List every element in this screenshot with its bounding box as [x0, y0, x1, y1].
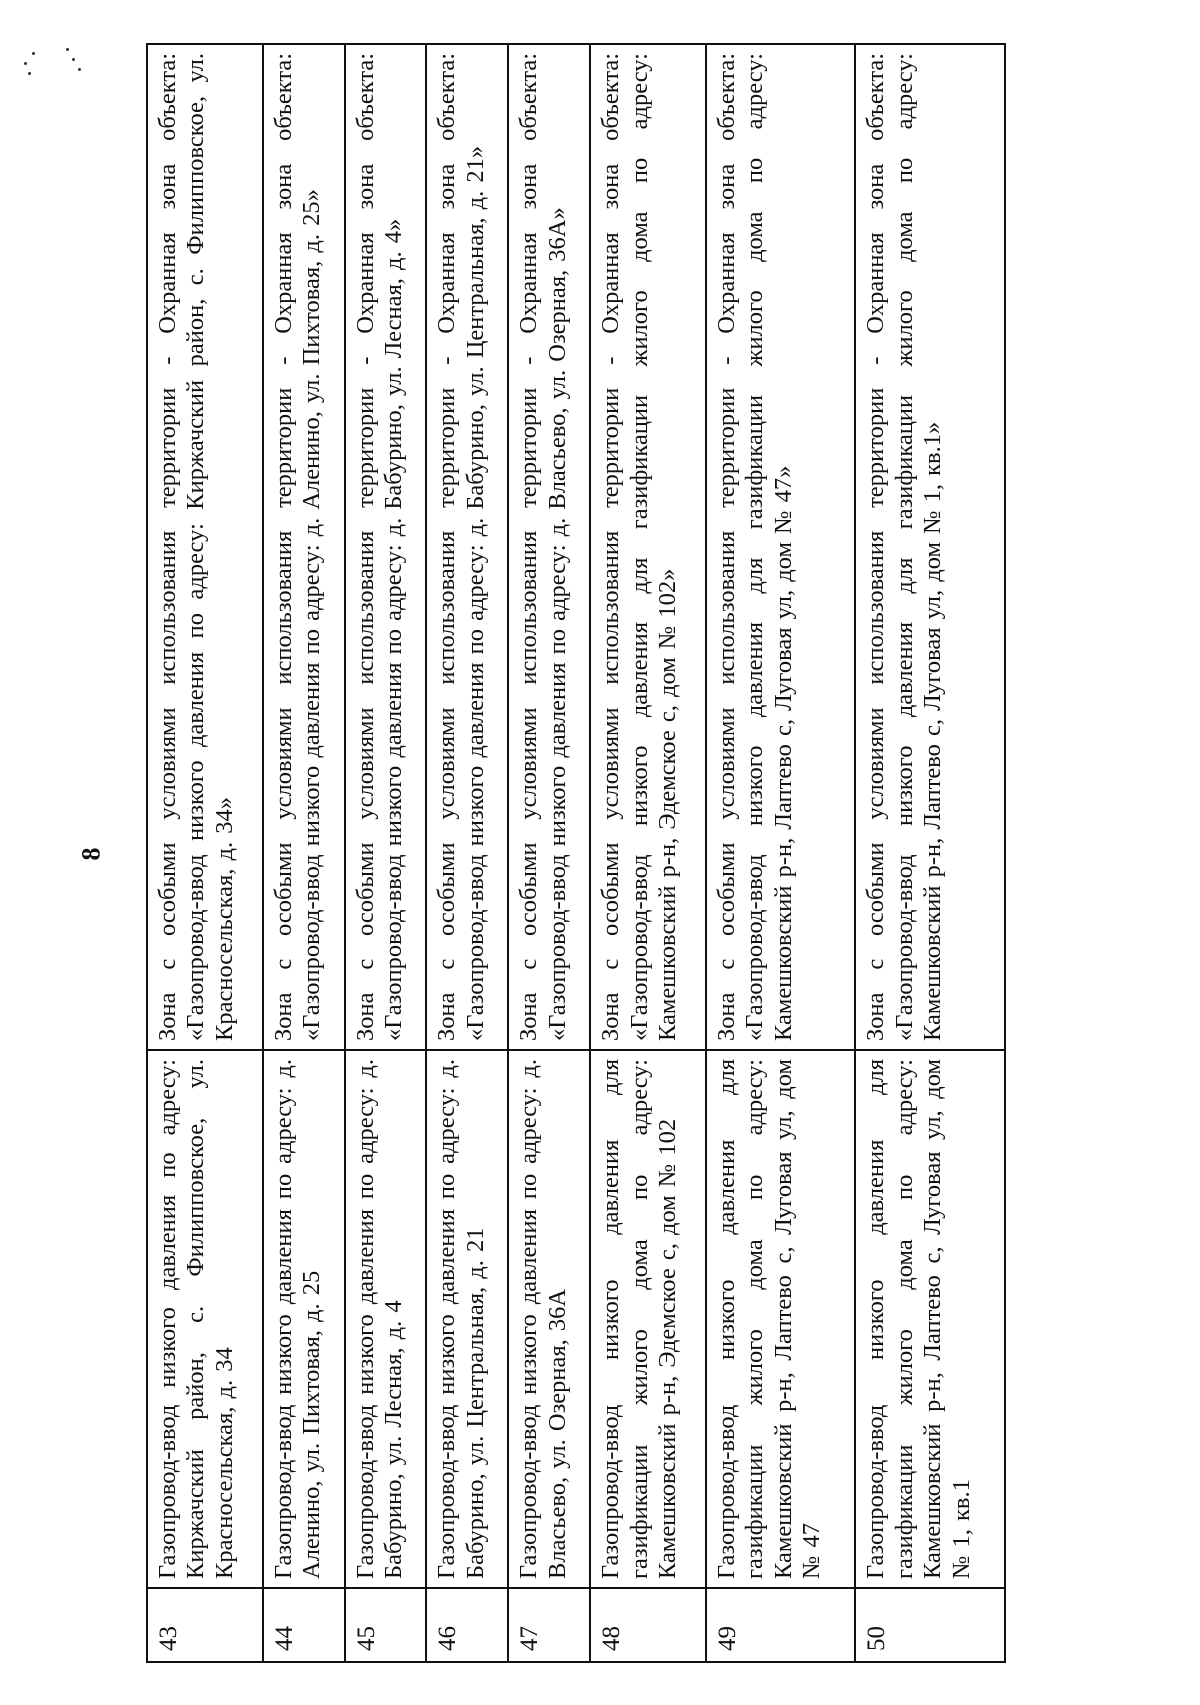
zone-cell: Зона с особыми условиями использования территории - Охранная зона объекта: «Газопровод-ввод низкого давления по адресу: д. Бабурино, ул. Лесная, д. 4» [345, 44, 427, 1050]
table-row [345, 44, 427, 1662]
zone-cell: Зона с особыми условиями использования территории - Охранная зона объекта: «Газопровод-ввод низкого давления по адресу: д. Бабурино, ул. Центральная, д. 21» [426, 44, 508, 1050]
table-row [508, 44, 590, 1662]
object-cell: Газопровод-ввод низкого давления для газификации жилого дома по адресу: Камешковский р-н, Эдемское с, дом № 102 [590, 1050, 706, 1588]
object-cell: Газопровод-ввод низкого давления для газификации жилого дома по адресу: Камешковский р-н, Лаптево с, Луговая ул, дом № 47 [706, 1050, 856, 1588]
object-cell: Газопровод-ввод низкого давления по адресу: д. Бабурино, ул. Лесная, д. 4 [345, 1050, 427, 1588]
zone-cell: Зона с особыми условиями использования территории - Охранная зона объекта: «Газопровод-ввод низкого давления по адресу: д. Власьево, ул. Озерная, 36А» [508, 44, 590, 1050]
row-number: 44 [263, 1588, 345, 1662]
row-number: 45 [345, 1588, 427, 1662]
row-number: 50 [855, 1588, 1005, 1662]
table-row [147, 44, 263, 1662]
table-row [590, 44, 706, 1662]
table-row [263, 44, 345, 1662]
table-row [426, 44, 508, 1662]
page-number: 8 [76, 847, 106, 861]
row-number: 48 [590, 1588, 706, 1662]
object-cell: Газопровод-ввод низкого давления по адресу: д. Власьево, ул. Озерная, 36А [508, 1050, 590, 1588]
object-cell: Газопровод-ввод низкого давления по адресу: Киржачский район, с. Филипповское, ул. Красносельская, д. 34 [147, 1050, 263, 1588]
row-number: 49 [706, 1588, 856, 1662]
zone-cell: Зона с особыми условиями использования территории - Охранная зона объекта: «Газопровод-ввод низкого давления для газификации жилого дома по адресу: Камешковский р-н, Лаптево с, Луговая ул, дом № 1, кв.1» [855, 44, 1005, 1050]
rotated-table-container [146, 43, 1006, 1663]
row-number: 47 [508, 1588, 590, 1662]
table-row [855, 44, 1005, 1662]
zone-cell: Зона с особыми условиями использования территории - Охранная зона объекта: «Газопровод-ввод низкого давления по адресу: д. Аленино, ул. Пихтовая, д. 25» [263, 44, 345, 1050]
zones-table [146, 43, 1006, 1663]
table-row [706, 44, 856, 1662]
object-cell: Газопровод-ввод низкого давления по адресу: д. Аленино, ул. Пихтовая, д. 25 [263, 1050, 345, 1588]
zone-cell: Зона с особыми условиями использования территории - Охранная зона объекта: «Газопровод-ввод низкого давления для газификации жилого дома по адресу: Камешковский р-н, Эдемское с, дом № 102» [590, 44, 706, 1050]
object-cell: Газопровод-ввод низкого давления для газификации жилого дома по адресу: Камешковский р-н, Лаптево с, Луговая ул, дом № 1, кв.1 [855, 1050, 1005, 1588]
zone-cell: Зона с особыми условиями использования территории - Охранная зона объекта: «Газопровод-ввод низкого давления для газификации жилого дома по адресу: Камешковский р-н, Лаптево с, Луговая ул, дом № 47» [706, 44, 856, 1050]
scan-specks [18, 42, 98, 102]
zone-cell: Зона с особыми условиями использования территории - Охранная зона объекта: «Газопровод-ввод низкого давления по адресу: Киржачский район, с. Филипповское, ул. Красносельская, д. 34» [147, 44, 263, 1050]
object-cell: Газопровод-ввод низкого давления по адресу: д. Бабурино, ул. Центральная, д. 21 [426, 1050, 508, 1588]
row-number: 43 [147, 1588, 263, 1662]
row-number: 46 [426, 1588, 508, 1662]
